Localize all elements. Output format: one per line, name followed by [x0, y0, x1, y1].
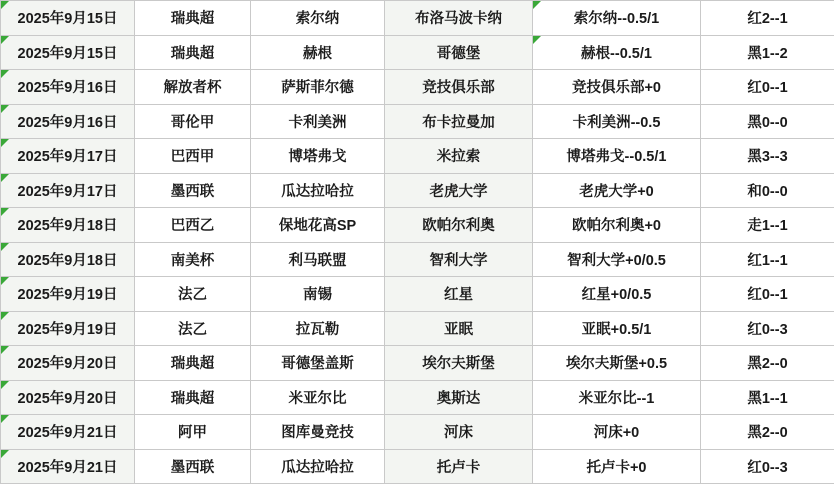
handicap-pick-cell: 红星+0/0.5 [533, 277, 701, 312]
handicap-pick-cell: 亚眠+0.5/1 [533, 311, 701, 346]
home-team-cell: 图库曼竞技 [251, 415, 385, 450]
result-score-cell: 黑0--0 [701, 104, 834, 139]
handicap-pick-cell: 智利大学+0/0.5 [533, 242, 701, 277]
league-cell: 瑞典超 [135, 1, 251, 36]
league-cell: 南美杯 [135, 242, 251, 277]
table-row [1, 415, 834, 450]
match-date-cell: 2025年9月15日 [1, 1, 135, 36]
result-score-cell: 红0--1 [701, 70, 834, 105]
home-team-cell: 米亚尔比 [251, 380, 385, 415]
home-team-cell: 南锡 [251, 277, 385, 312]
away-team-cell: 布卡拉曼加 [385, 104, 533, 139]
league-cell: 法乙 [135, 311, 251, 346]
handicap-pick-cell: 卡利美洲--0.5 [533, 104, 701, 139]
table-row [1, 139, 834, 174]
match-date-cell: 2025年9月18日 [1, 242, 135, 277]
result-score-cell: 黑1--2 [701, 35, 834, 70]
table-row [1, 173, 834, 208]
result-score-cell: 红0--3 [701, 449, 834, 484]
home-team-cell: 卡利美洲 [251, 104, 385, 139]
handicap-pick-cell: 河床+0 [533, 415, 701, 450]
league-cell: 墨西联 [135, 173, 251, 208]
away-team-cell: 布洛马波卡纳 [385, 1, 533, 36]
match-date-cell: 2025年9月19日 [1, 277, 135, 312]
table-row [1, 277, 834, 312]
match-date-cell: 2025年9月20日 [1, 380, 135, 415]
handicap-pick-cell: 埃尔夫斯堡+0.5 [533, 346, 701, 381]
league-cell: 法乙 [135, 277, 251, 312]
home-team-cell: 博塔弗戈 [251, 139, 385, 174]
result-score-cell: 红1--1 [701, 242, 834, 277]
match-date-cell: 2025年9月17日 [1, 173, 135, 208]
match-date-cell: 2025年9月15日 [1, 35, 135, 70]
away-team-cell: 河床 [385, 415, 533, 450]
result-score-cell: 红2--1 [701, 1, 834, 36]
home-team-cell: 萨斯菲尔德 [251, 70, 385, 105]
match-date-cell: 2025年9月20日 [1, 346, 135, 381]
league-cell: 瑞典超 [135, 35, 251, 70]
handicap-pick-cell: 米亚尔比--1 [533, 380, 701, 415]
league-cell: 阿甲 [135, 415, 251, 450]
result-score-cell: 黑3--3 [701, 139, 834, 174]
table-row [1, 311, 834, 346]
away-team-cell: 埃尔夫斯堡 [385, 346, 533, 381]
result-score-cell: 黑2--0 [701, 415, 834, 450]
match-date-cell: 2025年9月17日 [1, 139, 135, 174]
league-cell: 巴西乙 [135, 208, 251, 243]
home-team-cell: 哥德堡盖斯 [251, 346, 385, 381]
result-score-cell: 黑2--0 [701, 346, 834, 381]
away-team-cell: 奥斯达 [385, 380, 533, 415]
match-date-cell: 2025年9月16日 [1, 70, 135, 105]
handicap-pick-cell: 托卢卡+0 [533, 449, 701, 484]
league-cell: 瑞典超 [135, 346, 251, 381]
league-cell: 解放者杯 [135, 70, 251, 105]
handicap-pick-cell: 博塔弗戈--0.5/1 [533, 139, 701, 174]
table-row [1, 449, 834, 484]
table-row [1, 208, 834, 243]
home-team-cell: 瓜达拉哈拉 [251, 173, 385, 208]
match-date-cell: 2025年9月19日 [1, 311, 135, 346]
result-score-cell: 走1--1 [701, 208, 834, 243]
match-date-cell: 2025年9月16日 [1, 104, 135, 139]
table-row [1, 346, 834, 381]
home-team-cell: 拉瓦勒 [251, 311, 385, 346]
handicap-pick-cell: 赫根--0.5/1 [533, 35, 701, 70]
result-score-cell: 红0--3 [701, 311, 834, 346]
result-score-cell: 红0--1 [701, 277, 834, 312]
match-date-cell: 2025年9月21日 [1, 415, 135, 450]
league-cell: 哥伦甲 [135, 104, 251, 139]
away-team-cell: 红星 [385, 277, 533, 312]
table-row [1, 104, 834, 139]
match-date-cell: 2025年9月18日 [1, 208, 135, 243]
home-team-cell: 索尔纳 [251, 1, 385, 36]
result-score-cell: 和0--0 [701, 173, 834, 208]
home-team-cell: 利马联盟 [251, 242, 385, 277]
away-team-cell: 米拉索 [385, 139, 533, 174]
away-team-cell: 智利大学 [385, 242, 533, 277]
home-team-cell: 瓜达拉哈拉 [251, 449, 385, 484]
away-team-cell: 哥德堡 [385, 35, 533, 70]
league-cell: 瑞典超 [135, 380, 251, 415]
table-row [1, 1, 834, 36]
result-score-cell: 黑1--1 [701, 380, 834, 415]
league-cell: 墨西联 [135, 449, 251, 484]
away-team-cell: 老虎大学 [385, 173, 533, 208]
table-row [1, 70, 834, 105]
home-team-cell: 赫根 [251, 35, 385, 70]
table-row [1, 35, 834, 70]
away-team-cell: 欧帕尔利奥 [385, 208, 533, 243]
away-team-cell: 亚眠 [385, 311, 533, 346]
away-team-cell: 竞技俱乐部 [385, 70, 533, 105]
away-team-cell: 托卢卡 [385, 449, 533, 484]
table-row [1, 242, 834, 277]
handicap-pick-cell: 欧帕尔利奥+0 [533, 208, 701, 243]
league-cell: 巴西甲 [135, 139, 251, 174]
handicap-pick-cell: 索尔纳--0.5/1 [533, 1, 701, 36]
match-table-body [1, 1, 834, 484]
handicap-pick-cell: 竞技俱乐部+0 [533, 70, 701, 105]
table-row [1, 380, 834, 415]
match-date-cell: 2025年9月21日 [1, 449, 135, 484]
handicap-pick-cell: 老虎大学+0 [533, 173, 701, 208]
home-team-cell: 保地花高SP [251, 208, 385, 243]
